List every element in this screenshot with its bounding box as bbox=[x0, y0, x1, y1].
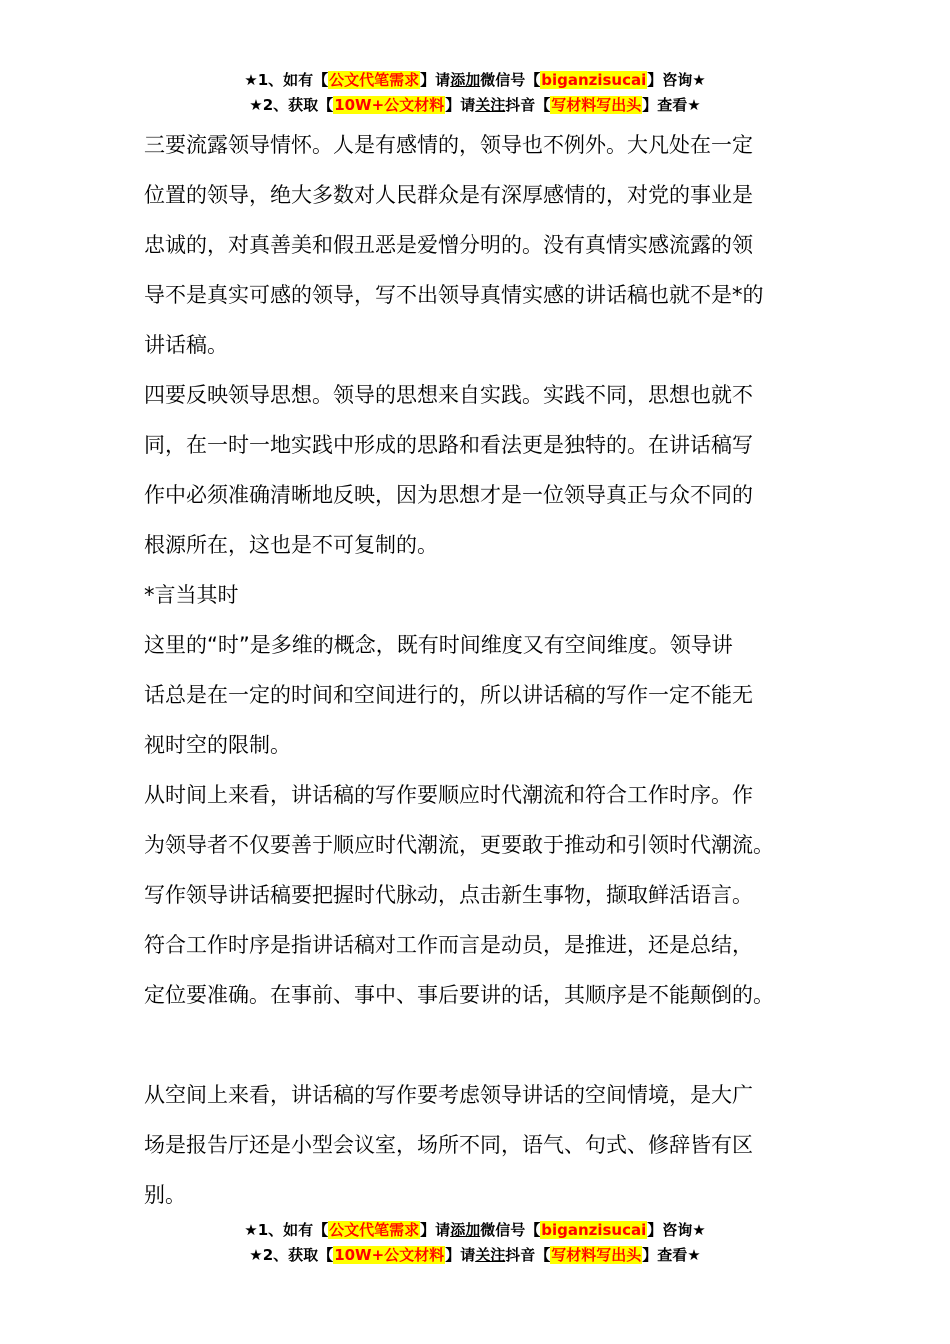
banner-text: 】查看★ bbox=[642, 1246, 701, 1264]
banner-text: 】请 bbox=[445, 1246, 476, 1264]
underlined-text: 添加 bbox=[450, 1221, 481, 1239]
underlined-text: 关注 bbox=[475, 1246, 506, 1264]
text-line: 四要反映领导思想。领导的思想来自实践。实践不同，思想也就不 bbox=[144, 383, 753, 407]
highlight-douyin-account: 写材料写出头 bbox=[551, 1246, 642, 1264]
banner-line-2 bbox=[0, 93, 950, 118]
footer-banner bbox=[0, 1218, 950, 1268]
highlight-douyin-account: 写材料写出头 bbox=[551, 96, 642, 114]
text-line: 这里的“时”是多维的概念，既有时间维度又有空间维度。领导讲 bbox=[144, 633, 733, 657]
underlined-text: 添加 bbox=[450, 71, 481, 89]
text-line: 讲话稿。 bbox=[144, 333, 228, 357]
paragraph bbox=[144, 620, 814, 770]
banner-text: ★1、如有【 bbox=[244, 1221, 329, 1239]
text-line: 话总是在一定的时间和空间进行的，所以讲话稿的写作一定不能无 bbox=[144, 683, 753, 707]
text-line: *言当其时 bbox=[144, 583, 239, 607]
text-line: 别。 bbox=[144, 1183, 186, 1207]
banner-line-1 bbox=[0, 68, 950, 93]
banner-text: 抖音【 bbox=[505, 1246, 551, 1264]
underlined-text: 关注 bbox=[475, 96, 506, 114]
header-banner bbox=[0, 68, 950, 118]
highlight-service: 公文代笔需求 bbox=[329, 1221, 420, 1239]
paragraph bbox=[144, 370, 814, 570]
banner-text: ★2、获取【 bbox=[249, 1246, 334, 1264]
banner-text: 微信号【 bbox=[480, 1221, 541, 1239]
text-line: 三要流露领导情怀。人是有感情的，领导也不例外。大凡处在一定 bbox=[144, 133, 753, 157]
text-line: 符合工作时序是指讲话稿对工作而言是动员，是推进，还是总结， bbox=[144, 933, 753, 957]
banner-line-2 bbox=[0, 1243, 950, 1268]
text-line: 同，在一时一地实践中形成的思路和看法更是独特的。在讲话稿写 bbox=[144, 433, 753, 457]
banner-text: 微信号【 bbox=[480, 71, 541, 89]
highlight-materials: 10W+公文材料 bbox=[334, 1246, 445, 1264]
banner-text: ★1、如有【 bbox=[244, 71, 329, 89]
banner-text: 】查看★ bbox=[642, 96, 701, 114]
paragraph bbox=[144, 120, 814, 370]
highlight-wechat-id: biganzisucai bbox=[541, 71, 647, 89]
banner-line-1 bbox=[0, 1218, 950, 1243]
text-line: 导不是真实可感的领导，写不出领导真情实感的讲话稿也就不是*的 bbox=[144, 283, 764, 307]
banner-text: 】请 bbox=[420, 1221, 451, 1239]
text-line: 场是报告厅还是小型会议室，场所不同，语气、句式、修辞皆有区 bbox=[144, 1133, 753, 1157]
banner-text: 】请 bbox=[445, 96, 476, 114]
text-line: 作中必须准确清晰地反映，因为思想才是一位领导真正与众不同的 bbox=[144, 483, 753, 507]
highlight-service: 公文代笔需求 bbox=[329, 71, 420, 89]
banner-text: 】请 bbox=[420, 71, 451, 89]
text-line: 根源所在，这也是不可复制的。 bbox=[144, 533, 438, 557]
highlight-materials: 10W+公文材料 bbox=[334, 96, 445, 114]
document-body bbox=[144, 120, 814, 1220]
text-line: 视时空的限制。 bbox=[144, 733, 291, 757]
text-line: 定位要准确。在事前、事中、事后要讲的话，其顺序是不能颠倒的。 bbox=[144, 983, 774, 1007]
text-line: 从空间上来看，讲话稿的写作要考虑领导讲话的空间情境，是大广 bbox=[144, 1083, 753, 1107]
paragraph bbox=[144, 1070, 814, 1220]
highlight-wechat-id: biganzisucai bbox=[541, 1221, 647, 1239]
banner-text: ★2、获取【 bbox=[249, 96, 334, 114]
banner-text: 】咨询★ bbox=[647, 1221, 706, 1239]
text-line: 从时间上来看，讲话稿的写作要顺应时代潮流和符合工作时序。作 bbox=[144, 783, 753, 807]
paragraph bbox=[144, 770, 814, 1020]
banner-text: 】咨询★ bbox=[647, 71, 706, 89]
text-line: 写作领导讲话稿要把握时代脉动，点击新生事物，撷取鲜活语言。 bbox=[144, 883, 753, 907]
text-line: 忠诚的，对真善美和假丑恶是爱憎分明的。没有真情实感流露的领 bbox=[144, 233, 753, 257]
text-line: 为领导者不仅要善于顺应时代潮流，更要敢于推动和引领时代潮流。 bbox=[144, 833, 774, 857]
banner-text: 抖音【 bbox=[505, 96, 551, 114]
text-line: 位置的领导，绝大多数对人民群众是有深厚感情的，对党的事业是 bbox=[144, 183, 753, 207]
section-heading bbox=[144, 570, 814, 620]
